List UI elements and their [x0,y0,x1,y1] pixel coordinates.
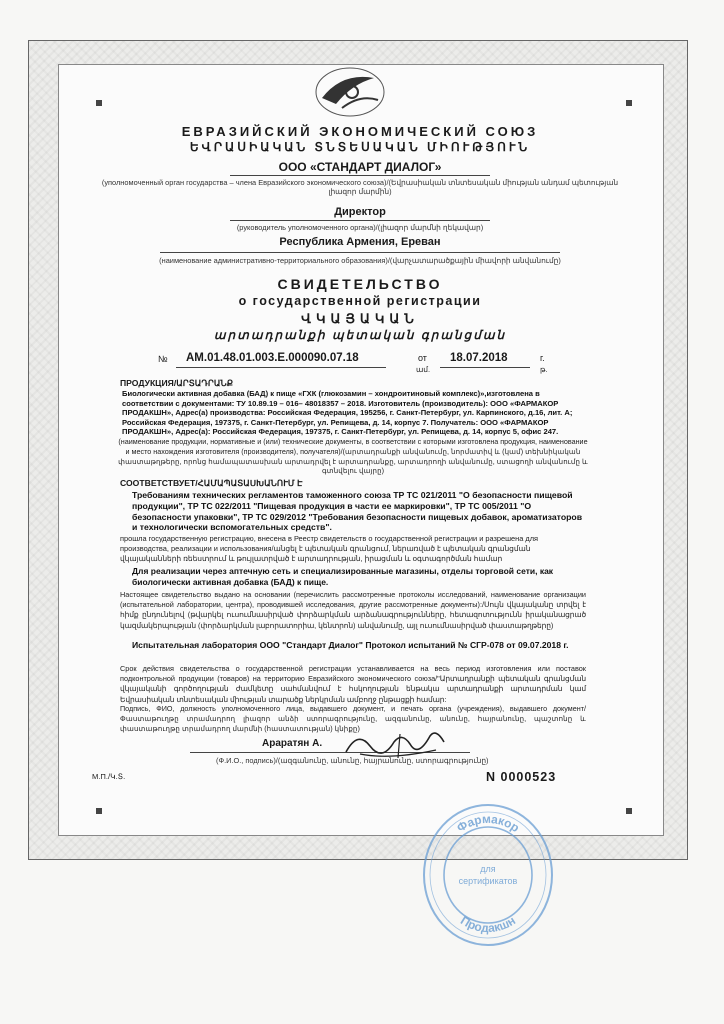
stamp-center-text-2: сертификатов [458,876,518,886]
eaeu-emblem-icon [312,64,388,120]
usage-text: Для реализации через аптечную сеть и специализированные магазины, отделы торговой сети, как биологически активная добавка (БАД) к пище. [132,566,554,587]
basis-text: Настоящее свидетельство выдано на основании (перечислить рассмотренные протоколы исследований, наименование организации (испытательной лаборатории, центра), проводившей исследования, другие рассмотренные документы):/Սույն վկայականը տրվել է հիմք ընդունելով (թվարկել ուսումնասիրված փորձարկման արձանագրությունները, հետազոտությունն իրականացրած կազմակերպության (փորձարկման լաբորատորիա, կենտրոն) անվանումը, այլ ուսումնասիրված փաստաթղթերը) [120,590,586,630]
stamp-bottom-text: Продакшн [458,913,518,936]
number-underline [176,367,386,368]
year-label-am: թ. [540,365,548,374]
location-underline [160,252,560,253]
registry-text: прошла государственную регистрацию, внесена в Реестр свидетельств о государственной регистрации и разрешена для производства, реализации и использования/անցել է պետական գրանցում, ներառված է պետական գրանցման վկայականների ռեեստրում և թույլատրված է արտադրության, իրացման և օգտագործման համար [120,534,539,564]
organization-caption: (уполномоченный орган государства – члена Евразийского экономического союза)/(Եվրասիական տնտեսական միության անդամ պետության լիազոր մարմին) [101,178,619,196]
corner-mark [96,808,102,814]
location-caption: (наименование административно-территориального образования)/(վարչատարածքային միավորի անվանումը) [159,256,561,265]
organization-name: ООО «СТАНДАРТ ДИАЛОГ» [278,160,442,174]
position-caption: (руководитель уполномоченного органа)/(լիազոր մարմնի ղեկավար) [236,223,484,232]
stamp-top-text: Фармакор [454,811,522,836]
conformity-label: СООТВЕТСТВУЕТ/ՀԱՄԱՊԱՏԱՍԽԱՆՈՒՄ Է [120,478,303,488]
location-name: Республика Армения, Ереван [279,236,441,248]
position-title: Директор [334,206,386,218]
serial-number: N 0000523 [486,770,557,784]
union-title-ru: ЕВРАЗИЙСКИЙ ЭКОНОМИЧЕСКИЙ СОЮЗ [181,124,539,139]
product-label: ПРОДУКЦИЯ/ԱՐՏԱԴՐԱՆՔ [120,378,234,388]
date-label-ru: от [418,353,427,363]
basis-value: Испытательная лаборатория ООО "Стандарт Диалог" Протокол испытаний № СГР-078 от 09.07.2018 г. [132,640,569,650]
company-stamp-icon [418,800,558,950]
signatory-name: Араратян А. [262,738,323,749]
union-title-am: ԵՎՐԱՍԻԱԿԱՆ ՏՆՏԵՍԱԿԱՆ ՄԻՈՒԹՅՈՒՆ [189,140,531,154]
corner-mark [96,100,102,106]
year-label-ru: г. [540,353,545,363]
date-label-am: ամ. [416,365,431,374]
svg-text:Фармакор [454,812,522,835]
seal-place-label: М.П./Կ.Տ. [92,772,126,781]
document-title-am: ՎԿԱՅԱԿԱՆ [301,311,419,326]
organization-underline [230,175,490,176]
registration-number: AM.01.48.01.003.E.000090.07.18 [186,352,359,364]
signatory-caption: (Ф.И.О., подпись)/(ազգանունը, անունը, հայրանունը, ստորագրությունը) [216,756,489,765]
document-subtitle-am: արտադրանքի պետական գրանցման [213,328,507,342]
svg-text:Продакшн [458,913,518,935]
document-title: СВИДЕТЕЛЬСТВО [277,276,443,292]
corner-mark [626,808,632,814]
conformity-text: Требованиям технических регламентов таможенного союза ТР ТС 021/2011 "О безопасности пищевой продукции", ТР ТС 022/2011 "Пищевая продукция в части ее маркировки", ТР ТС 005/2011 "О безопасности упаковки", ТР ТС 029/2012 "Требования безопасности пищевых добавок, ароматизаторов и технологически вспомогательных средств". [132,490,583,533]
position-underline [230,220,490,221]
document-subtitle: о государственной регистрации [238,294,482,308]
signature-note: Подпись, ФИО, должность уполномоченного лица, выдавшего документ, и печать органа (учреждения), выдавшего документ/Փաստաթուղթը տրամադրող լիազոր անձի ստորագրությունը, ազգանունը, անունը, հայրանունը, պաշտոնը և փաստաթուղթը տրամադրող մարմնի (հաստատության) կնիքը) [120,704,586,733]
number-label: № [158,354,168,364]
date-underline [440,367,530,368]
product-description: Биологически активная добавка (БАД) к пище «ГХК (глюкозамин – хондроитиновый комплекс)»,изготовлена в соответствии с документами: ТУ 10.89.19 – 016– 48018357 – 2018. Изготовитель (производитель): ООО «ФАРМАКОР ПРОДАКШН», Адрес(а) производства: Российская Федерация, 195256, г. Санкт-Петербург, ул. Карпинского, д.16, лит. А; Российская Федерация, 197375, г. Санкт-Петербург, ул. Репищева, д. 14, корпус 7. Получатель: ООО «ФАРМАКОР ПРОДАКШН», Адрес(а): Российская Федерация, 197375, г. Санкт-Петербург, ул. Репищева, д. 14, корпус 5, офис 247. [122,389,573,437]
handwritten-signature-icon [340,724,450,764]
corner-mark [626,100,632,106]
registration-date: 18.07.2018 [450,352,508,364]
stamp-center-text-1: для [480,864,496,874]
product-caption: (наименование продукции, нормативные и (или) технические документы, в соответствии с которыми изготовлена продукция, наименование и место нахождения изготовителя (производителя), получателя)/(արտադրանքի անվանումը, նորմատիվ և (կամ) տեխնիկական փաստաթղթերը, որոնց համապատասխան արտադրվել է արտադրանքը, արտադրողի անվանումը, ստացողի անվանումը և գտնվելու վայրը) [118,437,588,476]
validity-text: Срок действия свидетельства о государственной регистрации устанавливается на весь период изготовления или поставок подконтрольной продукции (товаров) на территорию Евразийского экономического союза/"Արտադրանքի պետական գրանցման վկայականի գործողության ժամկետը սահմանվում է հսկողության ենթակա արտադրանքի արտադրման կամ Եվրասիական տնտեսական միության տարածք ներկրման ամբողջ ընթացքի համար: [120,664,586,704]
